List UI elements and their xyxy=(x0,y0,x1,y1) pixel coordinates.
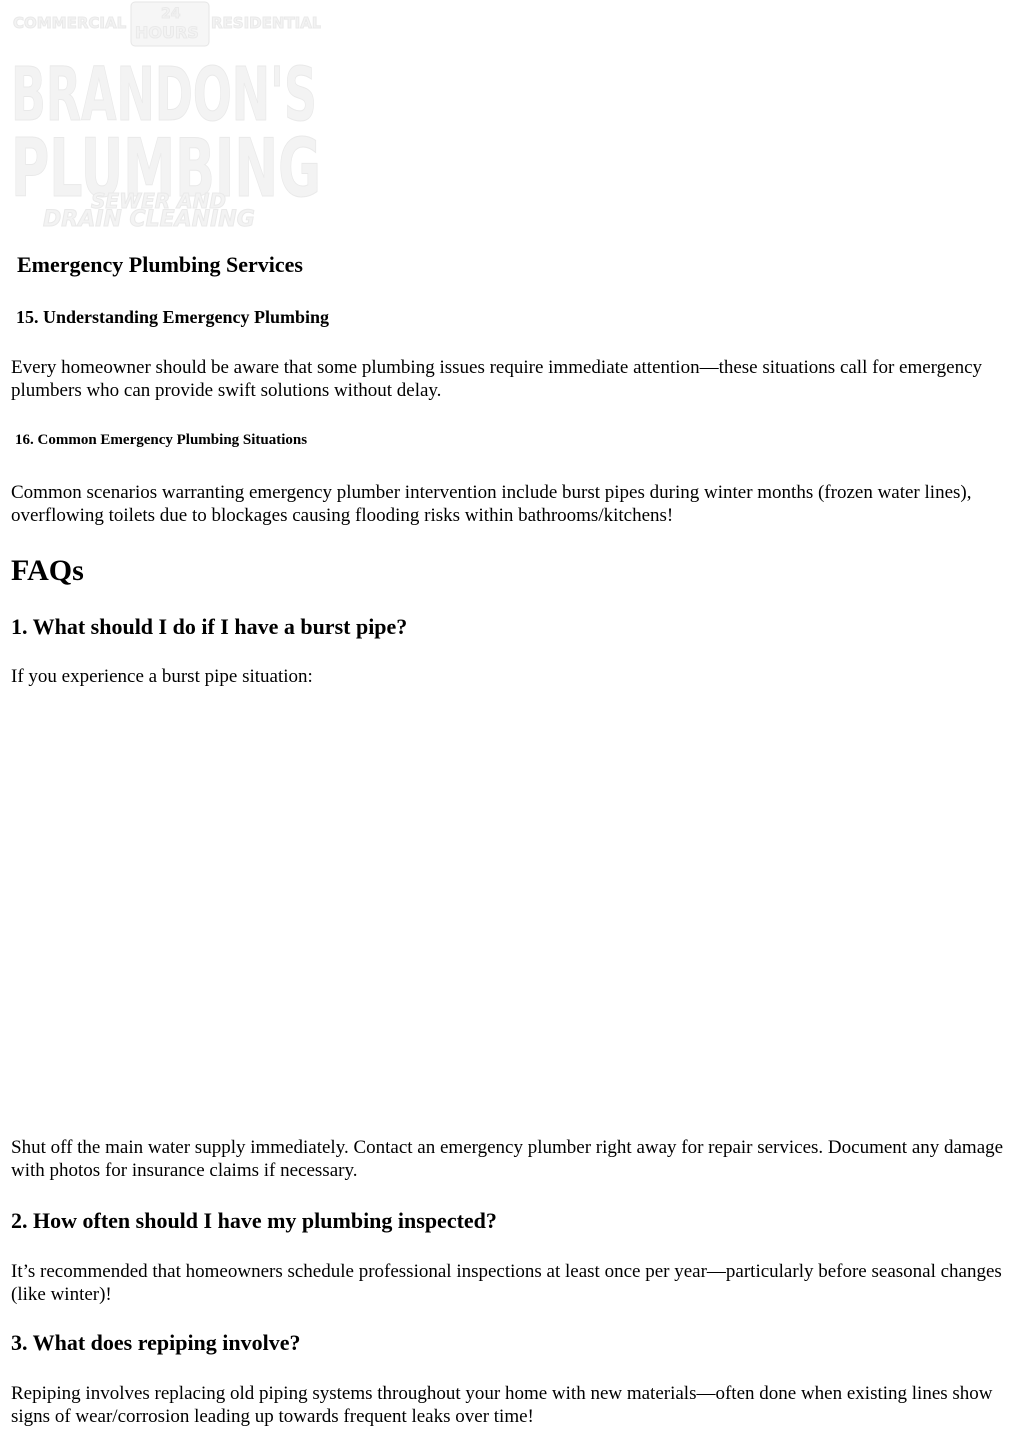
brandons-plumbing-logo xyxy=(11,0,321,232)
logo-drain-text: DRAIN CLEANING xyxy=(43,207,255,232)
faq-intro-1: If you experience a burst pipe situation: xyxy=(11,666,313,687)
section-15-heading: 15. Understanding Emergency Plumbing xyxy=(16,307,330,327)
faqs-heading: FAQs xyxy=(11,554,84,587)
faq-question-2: 2. How often should I have my plumbing inspected? xyxy=(11,1208,497,1233)
logo-brandons-text: BRANDON'S xyxy=(11,52,317,138)
faq-question-3: 3. What does repiping involve? xyxy=(11,1330,301,1355)
logo-badge-hours: HOURS xyxy=(135,23,199,42)
logo-sewer-text: SEWER AND xyxy=(91,189,226,213)
logo-plumbing-text: PLUMBING xyxy=(11,122,321,215)
faq-question-1: 1. What should I do if I have a burst pipe? xyxy=(11,614,408,639)
logo-commercial-text: COMMERCIAL xyxy=(13,14,127,32)
faq-answer-3: Repiping involves replacing old piping systems throughout your home with new materials—often done when existing lines show signs of wear/corrosion leading up towards frequent leaks over time! xyxy=(11,1383,993,1427)
section-16-body: Common scenarios warranting emergency plumber intervention include burst pipes during winter months (frozen water lines), overflowing toilets due to blockages causing flooding risks within bathrooms/kitchens! xyxy=(11,482,972,526)
logo-residential-text: RESIDENTIAL xyxy=(211,14,321,32)
faq-answer-2: It’s recommended that homeowners schedule professional inspections at least once per year—particularly before seasonal changes (like winter)! xyxy=(11,1261,1002,1305)
logo-image xyxy=(11,0,321,232)
section-15-body: Every homeowner should be aware that some plumbing issues require immediate attention—these situations call for emergency plumbers who can provide swift solutions without delay. xyxy=(11,357,983,401)
section-16-heading: 16. Common Emergency Plumbing Situations xyxy=(15,432,308,448)
logo-badge-24: 24 xyxy=(161,6,181,22)
faq-answer-1: Shut off the main water supply immediately. Contact an emergency plumber right away for repair services. Document any damage with photos for insurance claims if necessary. xyxy=(11,1137,1004,1181)
article-title: Emergency Plumbing Services xyxy=(17,252,303,277)
